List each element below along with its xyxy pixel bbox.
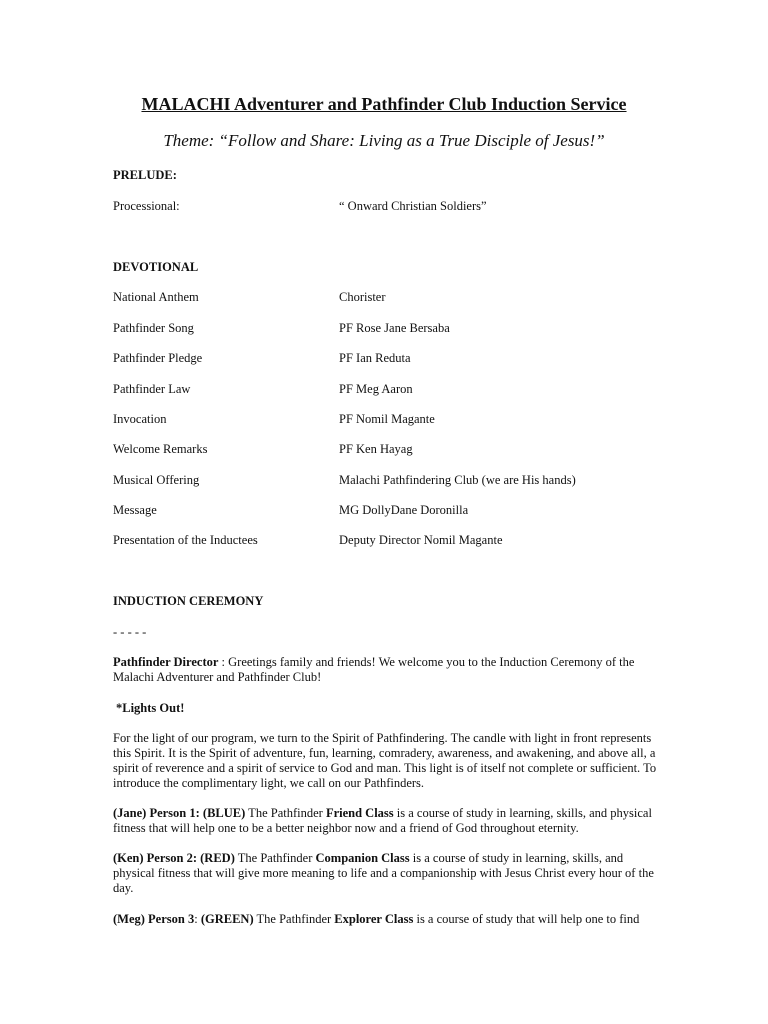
dash-separator: - - - - - — [113, 625, 147, 639]
devotional-heading: DEVOTIONAL — [113, 260, 199, 274]
program-value: Deputy Director Nomil Magante — [339, 533, 503, 547]
person1-class: Friend Class — [325, 806, 394, 820]
program-label: Pathfinder Pledge — [113, 351, 203, 365]
prelude-heading: PRELUDE: — [113, 168, 177, 182]
program-label: Pathfinder Law — [113, 382, 191, 396]
person3-text: The Pathfinder — [253, 912, 335, 926]
program-label: National Anthem — [113, 290, 199, 304]
program-row — [113, 533, 673, 549]
person1-lead: (Jane) Person 1: (BLUE) — [113, 806, 246, 820]
program-value: PF Nomil Magante — [339, 412, 435, 426]
program-row — [113, 473, 673, 489]
person2-lead: (Ken) Person 2: (RED) — [113, 851, 235, 865]
program-row-processional — [113, 199, 673, 215]
program-label: Musical Offering — [113, 473, 200, 487]
document-title: MALACHI Adventurer and Pathfinder Club Induction Service — [141, 94, 627, 114]
program-label: Processional: — [113, 199, 180, 213]
person1-paragraph — [113, 806, 658, 836]
person3-text-end: is a course of study that will help one to find — [413, 912, 640, 926]
program-label: Welcome Remarks — [113, 442, 208, 456]
program-label: Invocation — [113, 412, 167, 426]
program-value: “ Onward Christian Soldiers” — [339, 199, 487, 213]
person2-class: Companion Class — [315, 851, 410, 865]
person3-color: (GREEN) — [200, 912, 254, 926]
person2-paragraph — [113, 851, 658, 896]
program-row — [113, 321, 673, 337]
program-label: Presentation of the Inductees — [113, 533, 258, 547]
program-value: MG DollyDane Doronilla — [339, 503, 469, 517]
program-value: PF Ian Reduta — [339, 351, 411, 365]
program-row — [113, 290, 673, 306]
program-value: PF Ken Hayag — [339, 442, 413, 456]
program-label: Pathfinder Song — [113, 321, 194, 335]
program-value: Chorister — [339, 290, 386, 304]
person1-text-end: is a course of study in learning, skills, and physical fitness that will help one to be a better neighbor now and a friend of God throughout eternity. — [113, 806, 652, 835]
induction-heading: INDUCTION CEREMONY — [113, 594, 264, 608]
lights-out-cue: *Lights Out! — [116, 701, 185, 715]
person3-class: Explorer Class — [334, 912, 414, 926]
program-value: PF Meg Aaron — [339, 382, 413, 396]
person3-paragraph — [113, 912, 658, 927]
program-row — [113, 412, 673, 428]
person1-text: The Pathfinder — [245, 806, 326, 820]
theme-line: Theme: “Follow and Share: Living as a True Disciple of Jesus!” — [163, 131, 605, 150]
program-row — [113, 503, 673, 519]
director-paragraph — [113, 655, 658, 685]
person3-lead: (Meg) Person 3 — [113, 912, 195, 926]
person3-colon: : — [194, 912, 201, 926]
program-label: Message — [113, 503, 157, 517]
person2-text-end: is a course of study in learning, skills, and physical fitness that will give more meaning to life and a companionship with Jesus Christ every hour of the day. — [113, 851, 654, 895]
person2-text: The Pathfinder — [234, 851, 316, 865]
program-row — [113, 351, 673, 367]
program-value: Malachi Pathfindering Club (we are His hands) — [339, 473, 576, 487]
director-text: : Greetings family and friends! We welcome you to the Induction Ceremony of the Malachi Adventurer and Pathfinder Club! — [113, 655, 635, 684]
program-value: PF Rose Jane Bersaba — [339, 321, 450, 335]
light-paragraph: For the light of our program, we turn to the Spirit of Pathfindering. The candle with light in front represents this Spirit. It is the Spirit of adventure, fun, learning, comradery, awareness, and awakening, and above all, a spirit of reverence and a spirit of service to God and man. This light is of itself not complete or sufficient. To introduce the complimentary light, we call on our Pathfinders. — [113, 731, 657, 790]
program-row — [113, 382, 673, 398]
speaker-name: Pathfinder Director — [113, 655, 219, 669]
program-row — [113, 442, 673, 458]
